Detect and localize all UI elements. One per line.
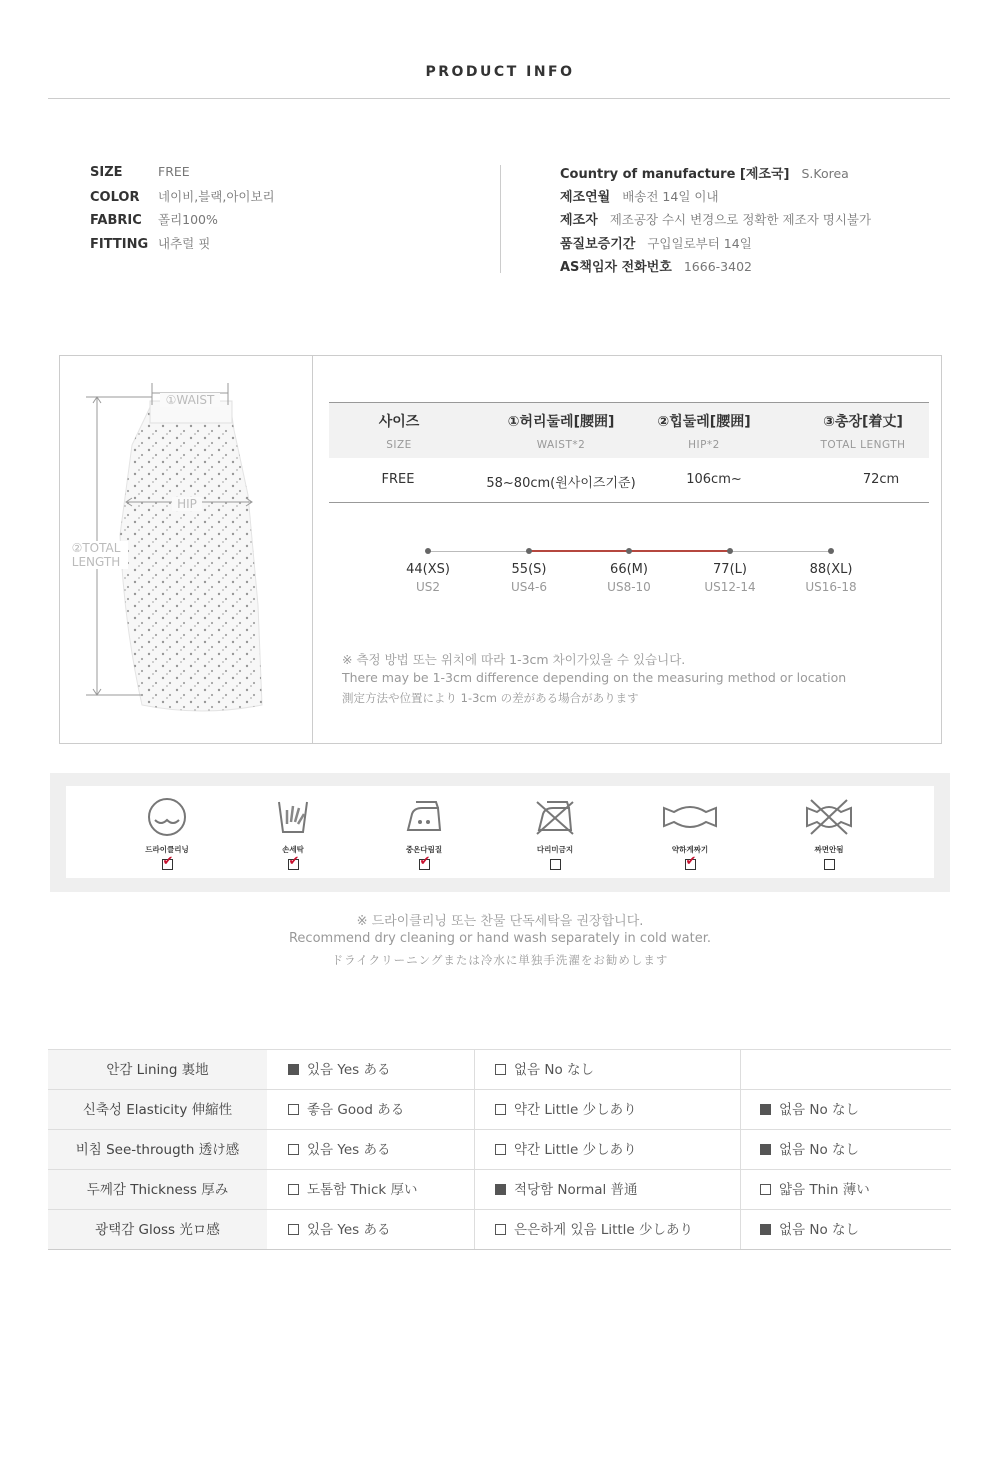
care-item-gentle-wring (650, 796, 730, 874)
measure-note-en: There may be 1-3cm difference depending on the measuring method or location (342, 670, 847, 685)
size-section-divider (312, 356, 313, 743)
gentle-wring-icon (660, 796, 720, 838)
size-us: US12-14 (704, 580, 756, 594)
no-wring-icon (799, 796, 859, 838)
measure-note-ja: 測定方法や位置により 1-3cm の差がある場合があります (342, 691, 639, 705)
info-row-country (560, 163, 849, 182)
care-note-ko: ※ 드라이클리닝 또는 찬물 단독세탁을 권장합니다. (356, 914, 644, 929)
property-option (495, 1130, 637, 1170)
property-option (495, 1170, 638, 1210)
total-length-label-line2: LENGTH (71, 555, 121, 569)
size-table-bottom-rule (329, 502, 929, 503)
page-title: PRODUCT INFO (425, 64, 575, 80)
spec-row-fabric (90, 210, 218, 228)
care-label: 다리미금지 (536, 845, 574, 854)
property-label: 신축성 Elasticity 伸縮性 (48, 1090, 267, 1130)
option-text: 있음 Yes ある (307, 1062, 391, 1078)
info-value: 배송전 14일 이내 (622, 189, 719, 204)
size-scale-label (589, 562, 669, 594)
spec-value: 내추럴 핏 (158, 236, 211, 251)
no-iron-icon (533, 796, 577, 838)
option-text: 얇음 Thin 薄い (779, 1182, 870, 1198)
option-text: 약간 Little 少しあり (514, 1102, 637, 1118)
size-scale-label (388, 562, 468, 594)
care-note-ja: ドライクリーニングまたは冷水に単独手洗濯をお勧めします (331, 953, 669, 967)
info-row-warranty (560, 233, 752, 252)
size-value: FREE (381, 472, 415, 487)
size-kr: 88(XL) (809, 562, 853, 577)
info-value: 1666-3402 (683, 259, 752, 274)
total-length-label (64, 541, 128, 569)
spec-row-color (90, 187, 275, 205)
option-checkbox (288, 1104, 299, 1115)
spec-key: COLOR (90, 190, 140, 205)
property-label: 안감 Lining 裏地 (48, 1050, 267, 1090)
property-row-see-through (48, 1129, 951, 1169)
spec-key: FABRIC (90, 213, 142, 228)
column-divider (740, 1170, 741, 1210)
property-option (288, 1090, 404, 1130)
option-text: 있음 Yes ある (307, 1222, 391, 1238)
hip-label: HIP (172, 497, 202, 511)
size-kr: 66(M) (610, 562, 648, 577)
property-option (495, 1210, 693, 1250)
option-text: 은은하게 있음 Little 少しあり (514, 1222, 694, 1238)
care-item-hand-wash (253, 796, 333, 874)
option-text: 적당함 Normal 普通 (514, 1182, 638, 1198)
property-option (288, 1050, 390, 1090)
header-hip-en: HIP*2 (688, 439, 720, 451)
option-checkbox (288, 1144, 299, 1155)
total-length-value: 72cm (862, 472, 900, 487)
care-item-no-iron (515, 796, 595, 874)
waist-label: ①WAIST (160, 393, 220, 407)
property-option (288, 1130, 390, 1170)
property-option (495, 1050, 594, 1090)
header-hip-ko: ②힙둘레[腰囲] (657, 414, 751, 430)
option-checkbox (760, 1184, 771, 1195)
size-us: US4-6 (511, 580, 547, 594)
size-us: US2 (415, 580, 441, 594)
info-value: 구입일로부터 14일 (647, 236, 752, 251)
option-checkbox (288, 1224, 299, 1235)
property-option (760, 1130, 859, 1170)
care-checkbox (685, 859, 696, 870)
care-checkbox (162, 859, 173, 870)
info-key: 품질보증기간 (560, 237, 636, 252)
header-waist (481, 402, 641, 451)
info-key: Country of manufacture [제조국] (560, 167, 790, 182)
spec-value: 폴리100% (158, 212, 218, 227)
column-divider (474, 1050, 475, 1090)
size-scale-dot (727, 548, 733, 554)
care-checkbox (550, 859, 561, 870)
size-us: US16-18 (805, 580, 857, 594)
care-checkbox (419, 859, 430, 870)
care-label: 짜면안됨 (814, 845, 844, 854)
option-checkbox (495, 1184, 506, 1195)
size-kr: 44(XS) (406, 562, 450, 577)
header-total-length-en: TOTAL LENGTH (820, 439, 906, 451)
spec-key: FITTING (90, 237, 149, 252)
property-option (760, 1170, 870, 1210)
size-scale-dot (626, 548, 632, 554)
info-row-maker (560, 209, 871, 228)
option-text: 약간 Little 少しあり (514, 1142, 637, 1158)
spec-row-size (90, 164, 190, 180)
property-row-gloss (48, 1209, 951, 1249)
care-item-no-wring (789, 796, 869, 874)
size-us: US8-10 (607, 580, 651, 594)
option-text: 없음 No なし (514, 1062, 595, 1078)
property-option (495, 1090, 637, 1130)
option-text: 있음 Yes ある (307, 1142, 391, 1158)
property-row-thickness (48, 1169, 951, 1209)
property-label: 광택감 Gloss 光ロ感 (48, 1210, 267, 1250)
spec-value: FREE (158, 164, 190, 179)
care-item-iron-medium (384, 796, 464, 874)
waist-value: 58~80cm(원사이즈기준) (486, 476, 636, 491)
property-table-bottom-rule (48, 1249, 951, 1250)
column-divider (740, 1050, 741, 1090)
info-key: 제조자 (560, 213, 598, 228)
option-checkbox (288, 1064, 299, 1075)
care-label: 드라이클리닝 (145, 845, 189, 854)
spec-key: SIZE (90, 165, 123, 180)
spec-divider (500, 165, 501, 273)
care-note-en: Recommend dry cleaning or hand wash separately in cold water. (288, 931, 711, 946)
option-text: 좋음 Good ある (307, 1102, 405, 1118)
info-key: AS책임자 전화번호 (560, 260, 672, 275)
total-length-label-line1: ②TOTAL (71, 541, 121, 555)
info-row-as-phone (560, 256, 752, 275)
care-label: 약하게짜기 (671, 845, 709, 854)
option-checkbox (760, 1144, 771, 1155)
option-checkbox (495, 1064, 506, 1075)
size-scale-label (690, 562, 770, 594)
property-option (288, 1210, 390, 1250)
size-scale-dot (526, 548, 532, 554)
column-divider (740, 1210, 741, 1250)
care-label: 중온다림질 (405, 845, 443, 854)
size-kr: 77(L) (713, 562, 747, 577)
title-divider (48, 98, 950, 99)
option-checkbox (495, 1144, 506, 1155)
property-option (288, 1170, 418, 1210)
size-kr: 55(S) (511, 562, 547, 577)
option-checkbox (760, 1224, 771, 1235)
property-label: 비침 See-througth 透け感 (48, 1130, 267, 1170)
info-key: 제조연월 (560, 190, 611, 205)
column-divider (474, 1090, 475, 1130)
option-text: 도톰함 Thick 厚い (307, 1182, 418, 1198)
header-waist-en: WAIST*2 (536, 439, 586, 451)
spec-value: 네이비,블랙,아이보리 (158, 189, 275, 204)
column-divider (474, 1210, 475, 1250)
header-size-ko: 사이즈 (378, 414, 420, 430)
care-checkbox (288, 859, 299, 870)
option-text: 없음 No なし (779, 1142, 860, 1158)
size-scale-dot (828, 548, 834, 554)
option-text: 없음 No なし (779, 1222, 860, 1238)
iron-medium-icon (402, 796, 446, 838)
care-label: 손세탁 (282, 845, 304, 854)
column-divider (740, 1130, 741, 1170)
option-checkbox (495, 1224, 506, 1235)
header-total-length-ko: ③총장[着丈] (823, 414, 903, 430)
property-row-elasticity (48, 1089, 951, 1129)
header-waist-ko: ①허리둘레[腰囲] (507, 414, 615, 430)
spec-row-fitting (90, 234, 210, 252)
column-divider (474, 1130, 475, 1170)
property-option (760, 1090, 859, 1130)
care-checkbox (824, 859, 835, 870)
info-value: 제조공장 수시 변경으로 정확한 제조자 명시불가 (609, 212, 872, 227)
option-checkbox (288, 1184, 299, 1195)
care-item-dry-clean (127, 796, 207, 874)
size-scale-label (791, 562, 871, 594)
hand-wash-icon (271, 796, 315, 838)
option-checkbox (495, 1104, 506, 1115)
header-hip (639, 402, 769, 451)
column-divider (474, 1170, 475, 1210)
header-total-length (803, 402, 923, 451)
size-scale-dot (425, 548, 431, 554)
header-size-en: SIZE (386, 439, 412, 451)
hip-value: 106cm~ (686, 472, 742, 487)
property-option (760, 1210, 859, 1250)
property-row-lining (48, 1049, 951, 1089)
info-value: S.Korea (801, 166, 849, 181)
column-divider (740, 1090, 741, 1130)
dry-clean-icon (145, 796, 189, 838)
property-label: 두께감 Thickness 厚み (48, 1170, 267, 1210)
size-scale-label (489, 562, 569, 594)
info-row-date (560, 186, 719, 205)
header-size (349, 402, 449, 451)
option-text: 없음 No なし (779, 1102, 860, 1118)
option-checkbox (760, 1104, 771, 1115)
measure-note-ko: ※ 측정 방법 또는 위치에 따라 1-3cm 차이가있을 수 있습니다. (342, 652, 686, 667)
